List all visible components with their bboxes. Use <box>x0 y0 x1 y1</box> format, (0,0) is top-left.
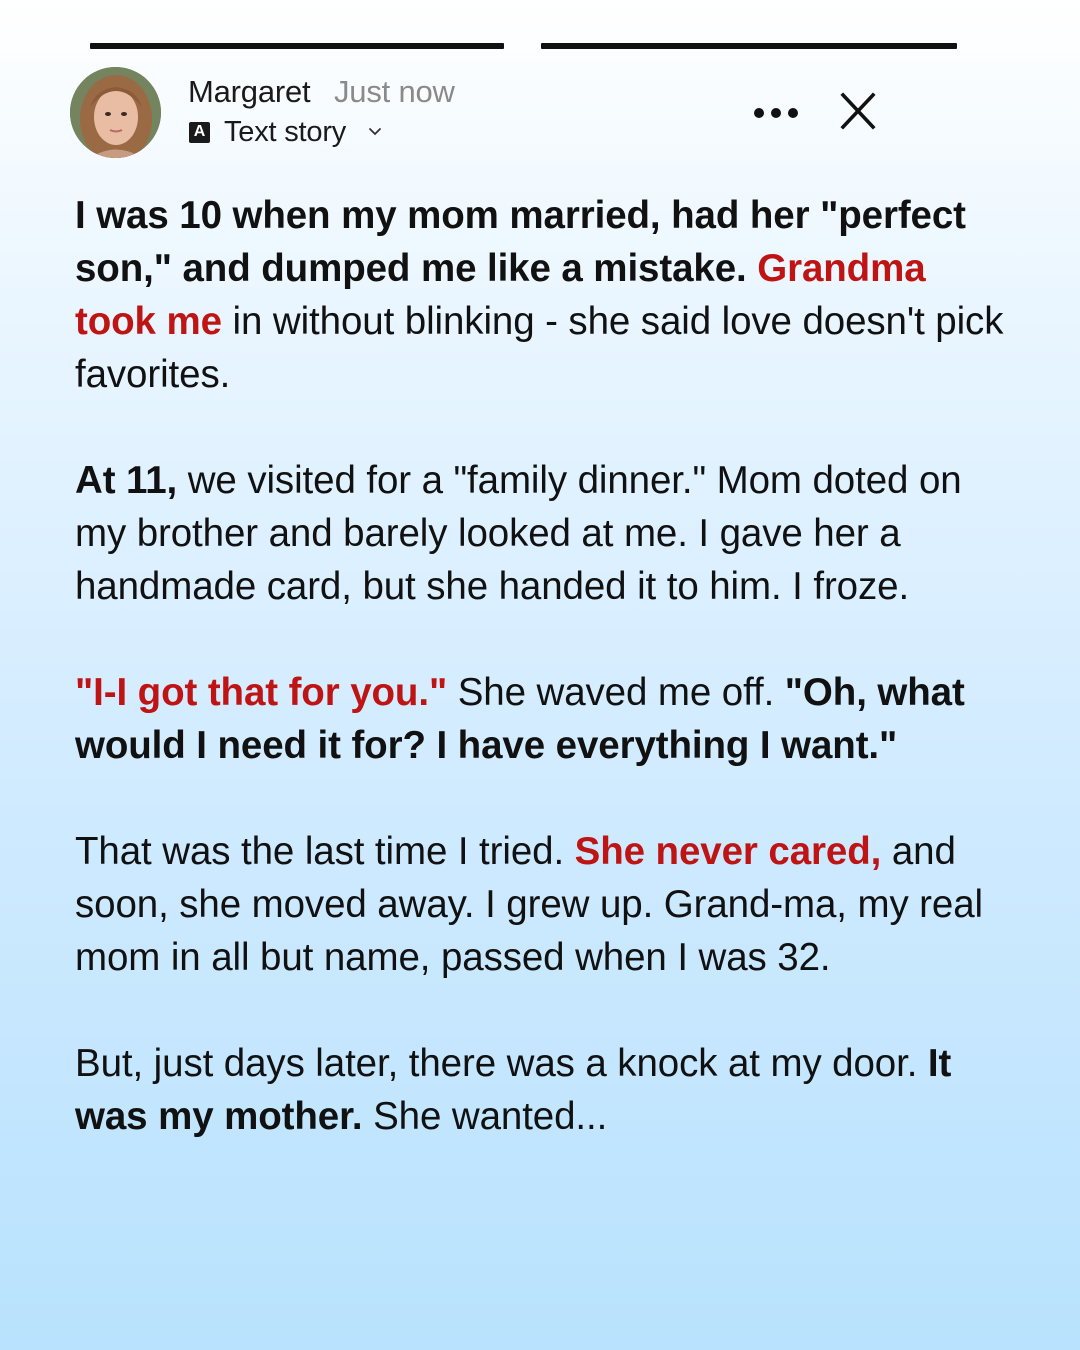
story-text-span: At 11, <box>75 459 178 502</box>
story-paragraph-1 <box>75 189 1015 401</box>
story-text-span: She wanted... <box>362 1095 608 1138</box>
story-type-label: Text story <box>224 115 347 148</box>
story-type-selector[interactable] <box>189 114 382 150</box>
story-text-span: I was 10 when my mom married, had her "perfect son," and dumped me like a mistake. <box>75 194 966 290</box>
more-options-icon[interactable] <box>752 104 800 122</box>
story-progress-segment-1 <box>90 43 504 49</box>
story-text-span: But, just days later, there was a knock at my door. <box>75 1042 928 1085</box>
story-paragraph-3 <box>75 666 1015 772</box>
story-highlight: "I-I got that for you." <box>75 671 448 714</box>
avatar-photo <box>70 67 161 158</box>
close-icon[interactable] <box>840 92 876 130</box>
story-text-span: It was my mother. <box>75 1042 952 1138</box>
chevron-down-icon <box>368 127 382 137</box>
story-text-span: "Oh, what would I need it for? I have everything I want." <box>75 671 965 767</box>
story-text-span: and soon, she moved away. I grew up. Grand-ma, my real mom in all but name, passed when I was 32. <box>75 830 983 979</box>
post-timestamp: Just now <box>334 74 455 109</box>
avatar[interactable] <box>70 67 161 158</box>
story-paragraph-5 <box>75 1037 1015 1143</box>
story-highlight: She never cared, <box>574 830 882 873</box>
story-progress-segment-2 <box>541 43 957 49</box>
story-highlight: Grandma took me <box>75 247 926 343</box>
story-paragraph-4 <box>75 825 1015 984</box>
author-name[interactable]: Margaret <box>188 74 311 109</box>
story-text-span: She waved me off. <box>447 671 785 714</box>
story-text <box>75 189 1015 1196</box>
story-text-span: That was the last time I tried. <box>75 830 575 873</box>
story-text-span: we visited for a "family dinner." Mom doted on my brother and barely looked at me. I gave her a handmade card, but she handed it to him. I froze. <box>75 459 962 608</box>
story-paragraph-2 <box>75 454 1015 613</box>
story-text-span: in without blinking - she said love doesn't pick favorites. <box>75 300 1004 396</box>
text-a-icon: A <box>189 122 210 143</box>
